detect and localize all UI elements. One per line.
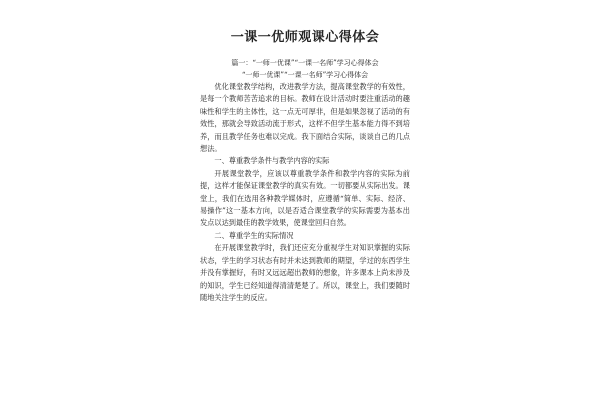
section-1-heading: 一、尊重教学条件与教学内容的实际 <box>214 156 330 166</box>
document-body <box>200 30 410 304</box>
section-2-heading: 二、尊重学生的实际情况 <box>214 230 294 240</box>
intro-paragraph: 优化课堂教学结构，改进教学方法，提高课堂教学的有效性，是每一个教师苦苦追求的目标。教师在设计活动时要注重活动的趣味性和学生的主体性，这一点无可厚非，但是如果忽视了活动的有效性，那就会导致活动流于形式，这样不但学生基本能力得不到培养，而且教学任务也难以完成。我下面结合实际，谈谈自己的几点想法。 <box>200 82 410 154</box>
document-subtitle-2: “一师一优课”“一课一名师”学习心得体会 <box>241 71 369 79</box>
document-subtitle-1: 篇一：“一师一优课”“一课一名师”学习心得体会 <box>231 59 379 67</box>
document-title: 一课一优师观课心得体会 <box>230 30 380 45</box>
section-2-paragraph: 在开展课堂教学时，我们还应充分重视学生对知识掌握的实际状态，学生的学习状态有时并未达到教师的期望，学过的东西学生并没有掌握好，有时又远远超出教师的想象，许多课本上尚未涉及的知识，学生已经知道得清清楚楚了。所以，课堂上，我们要随时随地关注学生的反应。 <box>200 243 410 302</box>
section-1-paragraph: 开展课堂教学，应该以尊重教学条件和教学内容的实际为前提，这样才能保证课堂教学的真实有效。一切都要从实际出发。课堂上，我们在选用各种教学媒体时，应遵循“简单、实际、经济、易操作”这一基本方向，以是否适合课堂教学的实际需要为基本出发点以达到最佳的教学效果，使课堂回归自然。 <box>200 168 410 228</box>
